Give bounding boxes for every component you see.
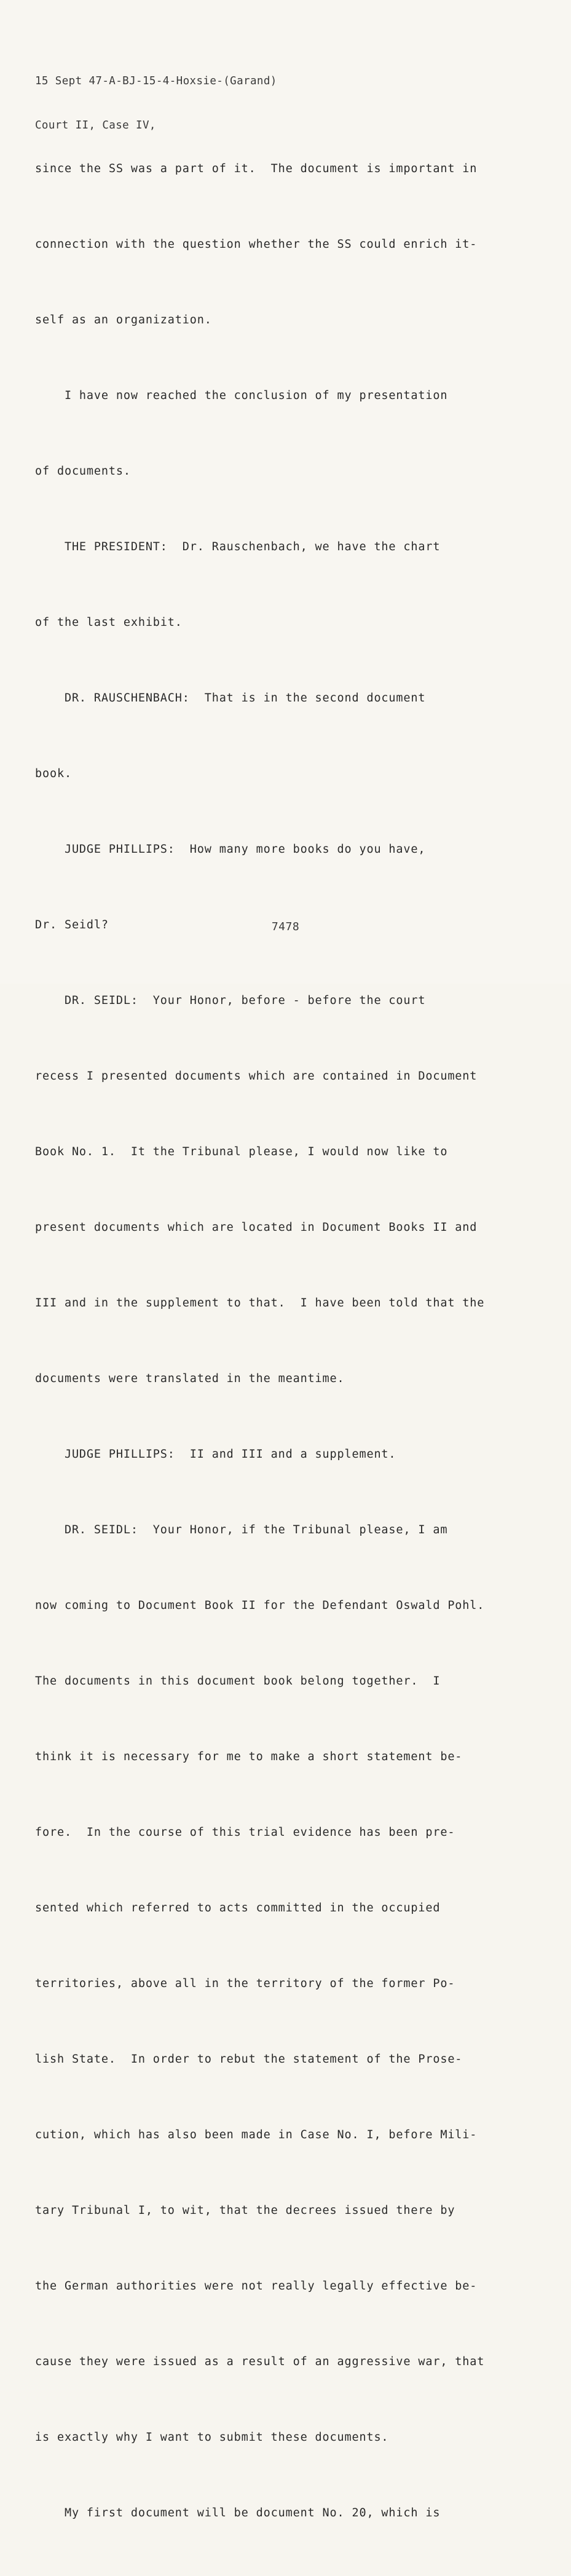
transcript-line: DR. SEIDL: Your Honor, before - before the court bbox=[35, 994, 426, 1007]
transcript-line: sented which referred to acts committed in the occupied bbox=[35, 1902, 441, 1914]
transcript-line: THE PRESIDENT: Dr. Rauschenbach, we have the chart bbox=[35, 540, 441, 553]
transcript-line: fore. In the course of this trial evidence has been pre- bbox=[35, 1826, 455, 1839]
transcript-line: JUDGE PHILLIPS: II and III and a supplement. bbox=[35, 1448, 396, 1461]
transcript-line: My first document will be document No. 20, which is bbox=[35, 2507, 441, 2519]
transcript-line: cution, which has also been made in Case No. I, before Mili- bbox=[35, 2128, 478, 2141]
transcript-line: tary Tribunal I, to wit, that the decrees issued there by bbox=[35, 2204, 455, 2217]
transcript-line: territories, above all in the territory of the former Po- bbox=[35, 1977, 455, 1990]
transcript-line: book. bbox=[35, 767, 72, 780]
transcript-line: of documents. bbox=[35, 465, 131, 478]
header-session-line: 15 Sept 47-A-BJ-15-4-Hoxsie-(Garand) bbox=[35, 75, 277, 87]
transcript-line: the German authorities were not really legally effective be- bbox=[35, 2280, 478, 2293]
transcript-line: since the SS was a part of it. The document is important in bbox=[35, 162, 478, 175]
transcript-line: cause they were issued as a result of an aggressive war, that bbox=[35, 2355, 485, 2368]
transcript-line: present documents which are located in Document Books II and bbox=[35, 1221, 478, 1234]
transcript-line: recess I presented documents which are contained in Document bbox=[35, 1070, 478, 1083]
transcript-line: connection with the question whether the SS could enrich it- bbox=[35, 238, 478, 251]
transcript-line: think it is necessary for me to make a short statement be- bbox=[35, 1750, 463, 1763]
transcript-line: now coming to Document Book II for the Defendant Oswald Pohl. bbox=[35, 1599, 485, 1612]
transcript-line: The documents in this document book belong together. I bbox=[35, 1675, 441, 1688]
transcript-line: self as an organization. bbox=[35, 314, 212, 326]
transcript-line: lish State. In order to rebut the statement of the Prose- bbox=[35, 2053, 463, 2066]
transcript-line: is exactly why I want to submit these documents. bbox=[35, 2431, 389, 2444]
header-case-line: Court II, Case IV, bbox=[35, 119, 156, 132]
page-number: 7478 bbox=[271, 920, 300, 933]
transcript-line: of the last exhibit. bbox=[35, 616, 183, 629]
transcript-line: DR. RAUSCHENBACH: That is in the second document bbox=[35, 692, 426, 705]
transcript-line: documents were translated in the meantime. bbox=[35, 1372, 345, 1385]
transcript-line: JUDGE PHILLIPS: How many more books do you have, bbox=[35, 843, 426, 856]
transcript-line: DR. SEIDL: Your Honor, if the Tribunal please, I am bbox=[35, 1523, 448, 1536]
transcript-line: I have now reached the conclusion of my presentation bbox=[35, 389, 448, 402]
transcript-line: III and in the supplement to that. I have been told that the bbox=[35, 1297, 485, 1310]
transcript-body bbox=[35, 106, 514, 2576]
transcript-line: Book No. 1. It the Tribunal please, I would now like to bbox=[35, 1145, 448, 1158]
transcript-line: Dr. Seidl? bbox=[35, 919, 109, 931]
